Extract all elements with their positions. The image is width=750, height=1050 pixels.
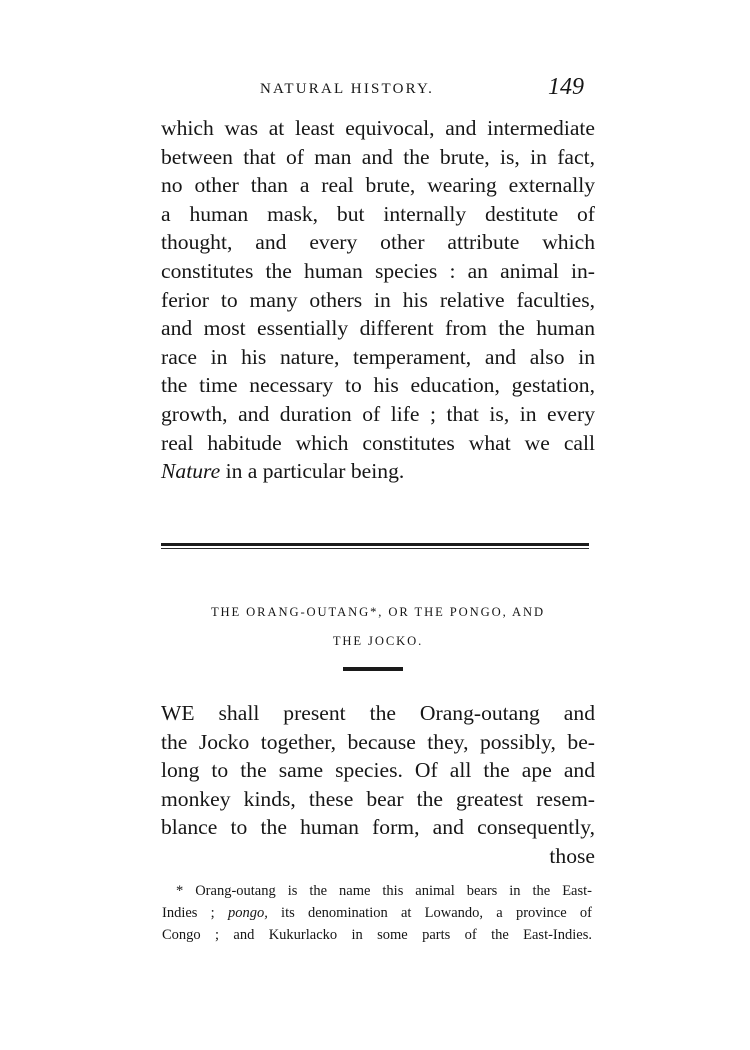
section-heading-line: THE ORANG-OUTANG*, OR THE PONGO, AND xyxy=(210,605,546,619)
footnote xyxy=(162,880,592,946)
text-fragment: in a particular being. xyxy=(220,459,405,484)
text-line: and most essentially different from the human xyxy=(161,316,595,341)
running-head xyxy=(162,76,592,106)
italic-word: Nature xyxy=(161,459,221,484)
footnote-line: * Orang-outang is the name this animal bears in the East- xyxy=(176,883,592,899)
paragraph-continued xyxy=(161,114,595,486)
text-line: real habitude which constitutes what we call xyxy=(161,430,595,455)
text-line: no other than a real brute, wearing externally xyxy=(161,173,595,198)
italic-word: pongo, xyxy=(227,905,268,921)
running-title: NATURAL HISTORY. xyxy=(260,81,435,97)
text-line: long to the same species. Of all the ape and xyxy=(161,758,595,783)
text-line: between that of man and the brute, is, in fact, xyxy=(161,144,595,169)
text-line: blance to the human form, and consequently, xyxy=(161,815,595,840)
text-line: ferior to many others in his relative faculties, xyxy=(161,287,595,312)
text-line: thought, and every other attribute which xyxy=(161,230,595,255)
text-line: growth, and duration of life ; that is, in every xyxy=(161,401,595,426)
text-fragment: Indies ; xyxy=(162,905,228,921)
section-heading-line: THE JOCKO. xyxy=(332,634,424,648)
page-number: 149 xyxy=(548,74,584,100)
text-fragment: its denomination at Lowando, a province of xyxy=(267,905,592,921)
footnote-line: Congo ; and Kukurlacko in some parts of the East-Indies. xyxy=(162,927,592,943)
text-line-last xyxy=(161,457,595,486)
text-line: monkey kinds, these bear the greatest resem- xyxy=(161,786,595,811)
text-line: the Jocko together, because they, possibly, be- xyxy=(161,729,595,754)
text-line: race in his nature, temperament, and also in xyxy=(161,344,595,369)
divider-thin-rule xyxy=(161,548,589,549)
catchword: those xyxy=(549,843,595,868)
heading-ornament-rule xyxy=(343,667,403,671)
paragraph-section-start xyxy=(161,699,595,871)
text-line: which was at least equivocal, and intermediate xyxy=(161,116,595,140)
text-line: the time necessary to his education, gestation, xyxy=(161,373,595,398)
footnote-line xyxy=(162,902,592,924)
divider-thick-rule xyxy=(161,543,589,546)
text-line: a human mask, but internally destitute of xyxy=(161,201,595,226)
section-heading xyxy=(161,598,595,656)
section-divider xyxy=(161,539,589,551)
text-line: constitutes the human species : an animal in- xyxy=(161,258,595,283)
text-line: WE shall present the Orang-outang and xyxy=(161,701,595,725)
